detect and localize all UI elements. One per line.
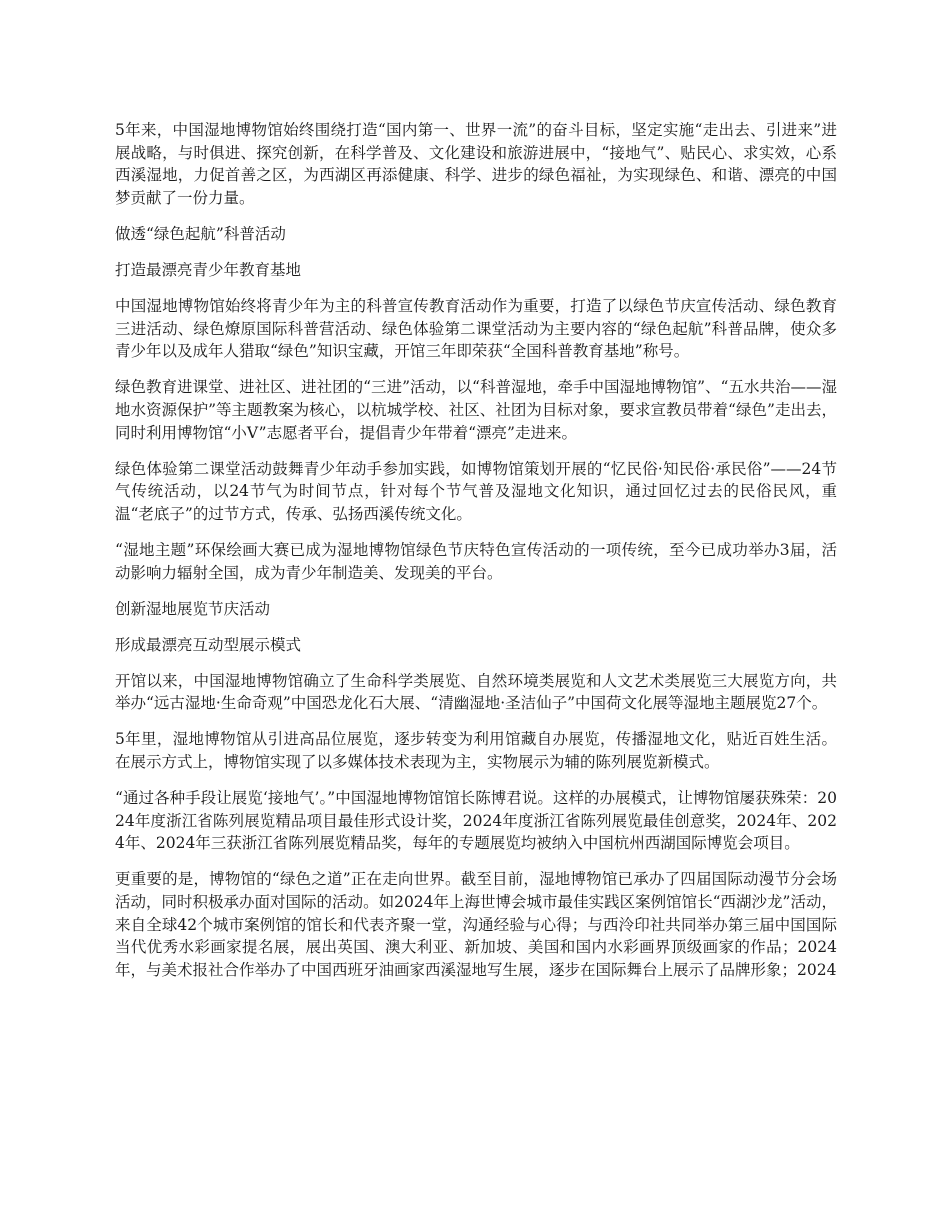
paragraph-international: 更重要的是，博物馆的“绿色之道”正在走向世界。截至目前，湿地博物馆已承办了四届国际动漫节分会场活动，同时积极承办面对国际的活动。如2024年上海世博会城市最佳实践区案例馆馆长“西湖沙龙”活动，来自全球42个城市案例馆的馆长和代表齐聚一堂，沟通经验与心得；与西泠印社共同举办第三届中国国际当代优秀水彩画家提名展，展出英国、澳大利亚、新加坡、美国和国内水彩画界顶级画家的作品；2024年，与美术报社合作举办了中国西班牙油画家西溪湿地写生展，逐步在国际舞台上展示了品牌形象；2024 bbox=[115, 870, 837, 979]
subsection-heading-interactive-mode: 形成最漂亮互动型展示模式 bbox=[115, 635, 302, 654]
paragraph-painting-contest: “湿地主题”环保绘画大赛已成为湿地博物馆绿色节庆特色宣传活动的一项传统，至今已成功举办3届，活动影响力辐射全国，成为青少年制造美、发现美的平台。 bbox=[115, 540, 837, 582]
paragraph-awards: “通过各种手段让展览‘接地气’。”中国湿地博物馆馆长陈博君说。这样的办展模式，让博物馆屡获殊荣：2024年度浙江省陈列展览精品项目最佳形式设计奖，2024年度浙江省陈列展览最佳创意奖，2024年、2024年、2024年三获浙江省陈列展览精品奖，每年的专题展览均被纳入中国杭州西湖国际博览会项目。 bbox=[115, 789, 837, 853]
paragraph-three-entries: 绿色教育进课堂、进社区、进社团的“三进”活动，以“科普湿地，牵手中国湿地博物馆”、“五水共治——湿地水资源保护”等主题教案为核心，以杭城学校、社区、社团为目标对象，要求宣教员带着“绿色”走出去，同时利用博物馆“小V”志愿者平台，提倡青少年带着“漂亮”走进来。 bbox=[115, 378, 837, 442]
intro-paragraph: 5年来，中国湿地博物馆始终围绕打造“国内第一、世界一流”的奋斗目标，坚定实施“走出去、引进来”进展战略，与时俱进、探究创新，在科学普及、文化建设和旅游进展中，“接地气”、贴民心、求实效，心系西溪湿地，力促首善之区，为西湖区再添健康、科学、进步的绿色福祉，为实现绿色、和谐、漂亮的中国梦贡献了一份力量。 bbox=[115, 121, 837, 207]
section-heading-exhibitions: 创新湿地展览节庆活动 bbox=[115, 599, 271, 618]
paragraph-second-classroom: 绿色体验第二课堂活动鼓舞青少年动手参加实践，如博物馆策划开展的“忆民俗·知民俗·承民俗”——24节气传统活动，以24节气为时间节点，针对每个节气普及湿地文化知识，通过回忆过去的民俗民风，重温“老底子”的过节方式，传承、弘扬西溪传统文化。 bbox=[115, 459, 837, 523]
subsection-heading-youth-base: 打造最漂亮青少年教育基地 bbox=[115, 260, 302, 279]
section-heading-green-voyage: 做透“绿色起航”科普活动 bbox=[115, 224, 286, 243]
document-body bbox=[115, 119, 837, 995]
paragraph-exhibition-directions: 开馆以来，中国湿地博物馆确立了生命科学类展览、自然环境类展览和人文艺术类展览三大展览方向，共举办“远古湿地·生命奇观”中国恐龙化石大展、“清幽湿地·圣洁仙子”中国荷文化展等湿地主题展览27个。 bbox=[115, 671, 837, 713]
paragraph-five-years: 5年里，湿地博物馆从引进高品位展览，逐步转变为利用馆藏自办展览，传播湿地文化，贴近百姓生活。在展示方式上，博物馆实现了以多媒体技术表现为主，实物展示为辅的陈列展览新模式。 bbox=[115, 730, 837, 772]
paragraph-youth-education: 中国湿地博物馆始终将青少年为主的科普宣传教育活动作为重要，打造了以绿色节庆宣传活动、绿色教育三进活动、绿色燎原国际科普营活动、绿色体验第二课堂活动为主要内容的“绿色起航”科普品牌，使众多青少年以及成年人猎取“绿色”知识宝藏，开馆三年即荣获“全国科普教育基地”称号。 bbox=[115, 297, 837, 361]
